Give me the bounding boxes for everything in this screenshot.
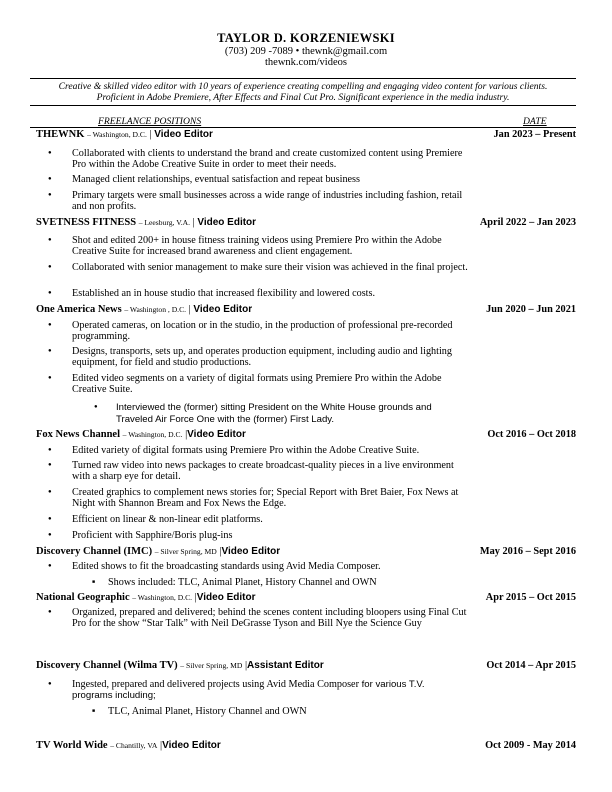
job-location: – Chantilly, VA xyxy=(110,741,158,750)
contact-line: (703) 209 -7089 • thewnk@gmail.com xyxy=(224,46,388,57)
bullet: ● Edited shows to fit the broadcasting standards using Avid Media Composer. xyxy=(72,561,472,572)
job-date: Apr 2015 – Oct 2015 xyxy=(485,592,576,603)
job-location: – Washington, D.C. xyxy=(132,593,193,602)
company-name: SVETNESS FITNESS xyxy=(36,217,137,228)
job-location: – Washington , D.C. xyxy=(124,305,187,314)
separator: | xyxy=(186,304,194,315)
separator: | xyxy=(242,660,248,671)
job-location: – Silver Spring, MD xyxy=(154,547,217,556)
bullet: ● Collaborated with clients to understand the brand and create customized content using Premiere Pro within the Adobe Creative Suite in order to meet their needs. xyxy=(72,148,472,170)
bullet: ● Edited variety of digital formats using Premiere Pro within the Adobe Creative Suite. xyxy=(72,445,472,456)
company-name: National Geographic xyxy=(36,592,130,603)
sub-bullet: ■ Shows included: TLC, Animal Planet, History Channel and OWN xyxy=(108,577,438,588)
job-location: – Washington, D.C. xyxy=(87,130,147,139)
job-header-thewnk xyxy=(36,129,576,143)
bullet: ● Collaborated with senior management to make sure their vision was achieved in the final project. xyxy=(72,262,472,273)
job-date: Oct 2014 – Apr 2015 xyxy=(486,660,576,671)
separator: | xyxy=(146,129,155,140)
job-header-tvworldwide xyxy=(36,740,576,754)
job-date: Oct 2009 - May 2014 xyxy=(485,740,576,751)
job-role: Video Editor xyxy=(221,546,281,557)
job-date: Oct 2016 – Oct 2018 xyxy=(487,429,576,440)
job-role: Video Editor xyxy=(196,592,256,603)
job-date: May 2016 – Sept 2016 xyxy=(479,546,576,557)
bullet: ● Primary targets were small businesses across a wide range of industries including fashion, retail and non profits. xyxy=(72,190,472,212)
job-header-oan xyxy=(36,304,576,318)
summary-line-2: Proficient in Adobe Premiere, After Effects and Final Cut Pro. Significant experience in the media industry. xyxy=(96,92,510,103)
bullet: ● Operated cameras, on location or in the studio, in the production of professional pre-recorded programming. xyxy=(72,320,472,342)
sub-bullet: ■ TLC, Animal Planet, History Channel and OWN xyxy=(108,706,438,717)
bullet: ● Turned raw video into news packages to create broadcast-quality pieces in a live environment with a sharp eye for detail. xyxy=(72,460,472,482)
summary-top-rule xyxy=(30,78,576,79)
job-date: April 2022 – Jan 2023 xyxy=(479,217,576,228)
positions-heading: FREELANCE POSITIONS xyxy=(98,116,202,127)
separator: | xyxy=(189,217,198,228)
job-location: – Leesburg, V.A. xyxy=(138,218,190,227)
separator: | xyxy=(192,592,197,603)
company-name: THEWNK xyxy=(36,129,85,140)
section-rule xyxy=(30,127,576,128)
job-role: Video Editor xyxy=(154,129,213,140)
bullet: ● Managed client relationships, eventual satisfaction and repeat business xyxy=(72,174,472,185)
job-location: – Washington, D.C. xyxy=(122,430,183,439)
job-header-svetness xyxy=(36,217,576,231)
job-header-discovery-wilma xyxy=(36,660,576,674)
job-header-discovery-imc xyxy=(36,546,576,560)
website-link[interactable]: thewnk.com/videos xyxy=(265,57,347,68)
job-role: Assistant Editor xyxy=(247,660,324,671)
summary-line-1: Creative & skilled video editor with 10 years of experience creating compelling and engaging video content for various clients. xyxy=(58,81,548,92)
summary-bottom-rule xyxy=(30,105,576,106)
bullet: ● Efficient on linear & non-linear edit platforms. xyxy=(72,514,472,525)
bullet: ● Proficient with Sapphire/Boris plug-ins xyxy=(72,530,472,541)
date-heading: DATE xyxy=(523,116,547,127)
company-name: Discovery Channel (Wilma TV) xyxy=(36,660,178,671)
bullet-text: programs including; xyxy=(72,690,156,701)
separator: | xyxy=(157,740,163,751)
company-name: Fox News Channel xyxy=(36,429,121,440)
bullet-text: Ingested, prepared and delivered projects using Avid Media Composer xyxy=(72,679,359,690)
company-name: TV World Wide xyxy=(36,740,108,751)
bullet: ● Organized, prepared and delivered; behind the scenes content including bloopers using Final Cut Pro for the show “Star Talk” with Neil DeGrasse Tyson and Bill Nye the Science Guy xyxy=(72,607,472,629)
job-role: Video Editor xyxy=(197,217,257,228)
separator: | xyxy=(182,429,188,440)
bullet: ● Shot and edited 200+ in house fitness training videos using Premiere Pro within the Adobe Creative Suite for increased brand awareness and client engagement. xyxy=(72,235,472,257)
resume-name: TAYLOR D. KORZENIEWSKI xyxy=(217,31,395,45)
bullet xyxy=(72,679,472,701)
company-name: Discovery Channel (IMC) xyxy=(36,546,153,557)
company-name: One America News xyxy=(36,304,122,315)
job-role: Video Editor xyxy=(193,304,253,315)
job-role: Video Editor xyxy=(187,429,246,440)
job-location: – Silver Spring, MD xyxy=(180,661,243,670)
bullet-text: for various T.V. xyxy=(358,679,425,690)
sub-bullet: ● Interviewed the (former) sitting President on the White House grounds and Traveled Air Force One with the (former) First Lady. xyxy=(116,402,446,426)
job-role: Video Editor xyxy=(162,740,221,751)
job-date: Jun 2020 – Jun 2021 xyxy=(486,304,576,315)
separator: | xyxy=(216,546,222,557)
bullet: ● Established an in house studio that increased flexibility and lowered costs. xyxy=(72,288,472,299)
job-header-natgeo xyxy=(36,592,576,606)
job-header-fox xyxy=(36,429,576,443)
bullet: ● Edited video segments on a variety of digital formats using Premiere Pro within the Adobe Creative Suite. xyxy=(72,373,472,395)
bullet: ● Designs, transports, sets up, and operates production equipment, including audio and lighting equipment, for field and studio productions. xyxy=(72,346,472,368)
job-date: Jan 2023 – Present xyxy=(493,129,576,140)
bullet: ● Created graphics to complement news stories for; Special Report with Bret Baier, Fox News at Night with Shannon Bream and Fox News the Edge. xyxy=(72,487,472,509)
